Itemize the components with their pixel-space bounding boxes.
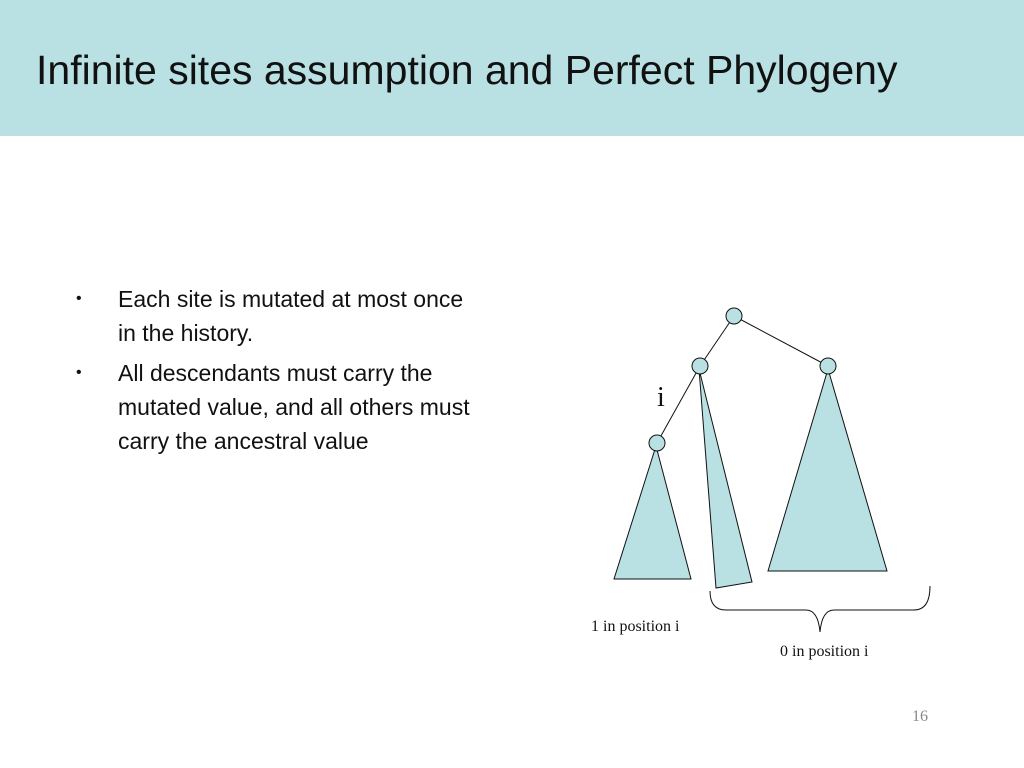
bullet-text: All descendants must carry the mutated value, and all others must carry the ancestral value [118,360,470,454]
brace-icon [710,586,930,632]
root-node [726,308,742,324]
bullet-dot-icon: • [76,364,82,381]
internal-node-right [820,358,836,374]
slide-title: Infinite sites assumption and Perfect Phylogeny [36,47,898,93]
subtree-triangle-right [768,369,887,571]
page-number: 16 [912,708,928,725]
left-group-label: 1 in position i [591,618,680,635]
subtree-triangle-mutated [614,446,691,579]
mutated-node [649,435,665,451]
bullet-dot-icon: • [76,290,82,307]
subtree-triangle-sibling [699,369,752,588]
right-group-label: 0 in position i [780,643,869,660]
bullet-text: Each site is mutated at most once in the history. [118,286,464,346]
edge-root-right [734,316,828,366]
edge-root-left [700,316,734,366]
mutation-label: i [657,382,665,413]
internal-node-left [692,358,708,374]
